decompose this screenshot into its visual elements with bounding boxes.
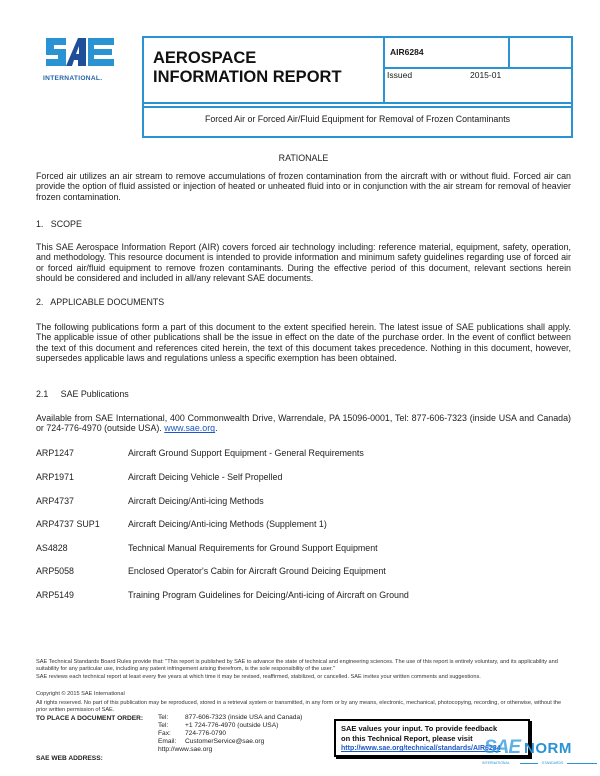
contact-value: 724-776-0790: [185, 730, 227, 737]
contact-row: [158, 722, 328, 730]
email-link[interactable]: CustomerService@sae.org: [185, 738, 265, 745]
publication-title: Aircraft Deicing/Anti-icing Methods (Supplement 1): [128, 519, 327, 529]
publication-id: ARP1247: [36, 448, 74, 458]
scope-heading: 1. SCOPE: [36, 219, 82, 229]
rationale-text: Forced air utilizes an air stream to remove accumulations of frozen contamination from the aircraft with or without fluid. Forced air can provide the option of fluid assisted or injection of heated or unheated fluid into or in conjunction with the air stream for removal of heavier frozen contamination.: [36, 171, 571, 202]
contact-row: [158, 730, 328, 738]
contact-row: [158, 746, 328, 754]
publication-title: Training Program Guidelines for Deicing/Anti-icing of Aircraft on Ground: [128, 590, 409, 600]
doc-type-line2: INFORMATION REPORT: [153, 68, 342, 86]
feedback-line1: SAE values your input. To provide feedback: [341, 724, 498, 733]
document-type: [142, 36, 385, 104]
revision-cell: [510, 38, 571, 69]
feedback-line2: on this Technical Report, please visit: [341, 734, 473, 743]
rights-notice: All rights reserved. No part of this publication may be reproduced, stored in a retrieval system or transmitted, in any form or by any means, electronic, mechanical, photocopying, recording, or otherwise, without the prior written permission of SAE.: [36, 700, 562, 713]
sae-website-link[interactable]: www.sae.org: [164, 423, 216, 434]
sae-logo: [40, 34, 126, 86]
sae-logo-mark-icon: [44, 34, 116, 70]
watermark-text: NORM: [524, 740, 572, 757]
publication-id: ARP5058: [36, 566, 74, 576]
contact-row: [158, 714, 328, 722]
applicable-documents-heading: 2. APPLICABLE DOCUMENTS: [36, 297, 165, 307]
board-rules-notice: SAE Technical Standards Board Rules provide that: "This report is published by SAE to advance the state of technical and engineering sciences. The use of this report is entirely voluntary, and its applicability and suitability for any particular use, including any patent infringement arising therefrom, is the sole responsibility of the user.": [36, 659, 558, 672]
watermark-mark: SAE: [484, 737, 521, 758]
contact-label: Email:: [158, 738, 177, 745]
web-address-label: SAE WEB ADDRESS:: [36, 755, 103, 762]
availability-text: [36, 413, 571, 434]
feedback-link[interactable]: http://www.sae.org/technical/standards/AIR6284: [341, 745, 501, 752]
copyright-notice: Copyright © 2015 SAE International: [36, 691, 125, 697]
order-label: TO PLACE A DOCUMENT ORDER:: [36, 715, 144, 722]
logo-subtitle: INTERNATIONAL.: [43, 75, 103, 82]
rationale-heading: RATIONALE: [278, 153, 329, 163]
contact-label: Fax:: [158, 730, 171, 737]
publication-title: Technical Manual Requirements for Ground Support Equipment: [128, 543, 378, 553]
watermark-rule: [567, 763, 597, 764]
contact-label: Tel:: [158, 722, 169, 729]
publication-id: ARP1971: [36, 472, 74, 482]
scope-text: This SAE Aerospace Information Report (AIR) covers forced air technology including: reference material, equipment, safety, operation, and methodology. This resource document is intended to provide information and minimum safety guidelines regarding use of forced air or forced air/fluid equipment to remove frozen contaminants. During the effective period of this document, relevant sections herein should be considered and included in all/any relevant SAE documents.: [36, 242, 571, 284]
publication-title: Enclosed Operator's Cabin for Aircraft Ground Deicing Equipment: [128, 566, 386, 576]
contact-value: +1 724-776-4970 (outside USA): [185, 722, 279, 729]
doc-number-cell: [385, 38, 510, 69]
doc-number: AIR6284: [390, 47, 424, 57]
publication-title: Aircraft Deicing Vehicle - Self Propelled: [128, 472, 283, 482]
publication-title: Aircraft Ground Support Equipment - General Requirements: [128, 448, 364, 458]
contact-list: [158, 714, 328, 754]
contact-value: 877-606-7323 (inside USA and Canada): [185, 714, 303, 721]
watermark-subtitle: INTERNATIONAL: [482, 761, 510, 765]
sae-norm-watermark: [482, 737, 600, 767]
publication-id: ARP4737: [36, 496, 74, 506]
period: .: [215, 423, 218, 434]
document-title: Forced Air or Forced Air/Fluid Equipment for Removal of Frozen Contaminants: [204, 114, 511, 124]
web-address-link[interactable]: http://www.sae.org: [158, 746, 213, 753]
issued-label: Issued: [387, 70, 413, 80]
issued-date: 2015-01: [470, 70, 502, 80]
publication-title: Aircraft Deicing/Anti-icing Methods: [128, 496, 264, 506]
contact-label: Tel:: [158, 714, 169, 721]
doc-type-line1: AEROSPACE: [153, 49, 257, 67]
sae-publications-heading: 2.1 SAE Publications: [36, 389, 129, 399]
contact-row: [158, 738, 328, 746]
review-notice: SAE reviews each technical report at least every five years at which time it may be revised, reaffirmed, stabilized, or cancelled. SAE invites your written comments and suggestions.: [36, 674, 481, 680]
watermark-rule: [520, 763, 538, 764]
publication-id: AS4828: [36, 543, 68, 553]
publication-id: ARP4737 SUP1: [36, 519, 100, 529]
applicable-documents-text: The following publications form a part of this document to the extent specified herein. The latest issue of SAE publications shall apply. The applicable issue of other publications shall be the issue in effect on the date of the purchase order. In the event of conflict between the text of this document and references cited herein, the text of this document takes precedence. Nothing in this document, however, supersedes applicable laws and regulations unless a specific exemption has been obtained.: [36, 322, 571, 364]
availability-sentence: Available from SAE International, 400 Commonwealth Drive, Warrendale, PA 15096-0001, Tel: 877-606-7323 (inside USA and Canada) or 724-776-4970 (outside USA).: [36, 413, 571, 434]
watermark-subtitle2: STANDARDS: [542, 761, 564, 765]
publication-id: ARP5149: [36, 590, 74, 600]
